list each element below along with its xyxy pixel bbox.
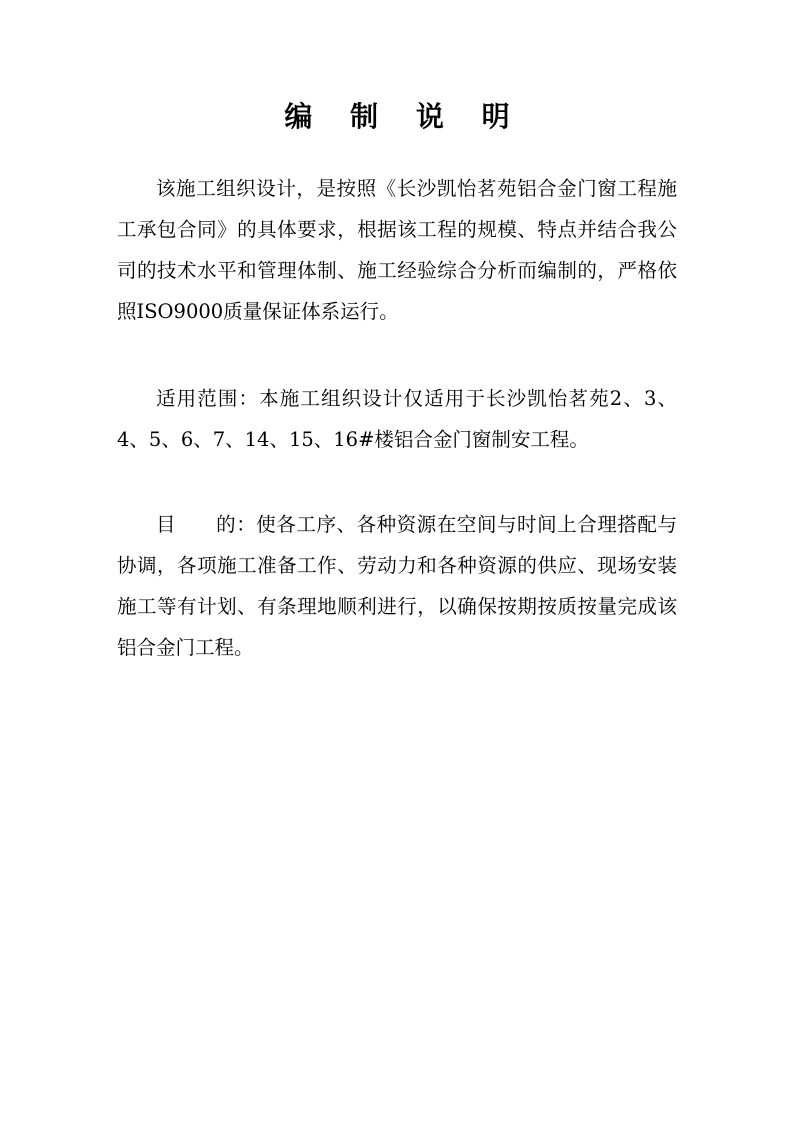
purpose-text: 使各工序、各种资源在空间与时间上合理搭配与协调，各项施工准备工作、劳动力和各种资源的供应、现场安装施工等有计划、有条理地顺利进行，以确保按期按质按量完成该铝合金门工程。: [117, 513, 677, 659]
scope-paragraph: [117, 378, 677, 460]
scope-label: 适用范围：: [156, 387, 260, 410]
document-title: 编 制 说 明: [284, 100, 524, 133]
scope-text: 本施工组织设计仅适用于长沙凯怡茗苑2、3、4、5、6、7、14、15、16#楼铝合金门窗制安工程。: [117, 387, 677, 451]
purpose-paragraph: [117, 504, 677, 668]
intro-paragraph-text: 该施工组织设计，是按照《长沙凯怡茗苑铝合金门窗工程施工承包合同》的具体要求，根据该工程的规模、特点并结合我公司的技术水平和管理体制、施工经验综合分析而编制的，严格依照ISO9000质量保证体系运行。: [117, 177, 677, 323]
intro-paragraph: [117, 168, 677, 332]
purpose-label: 目 的：: [156, 513, 257, 536]
